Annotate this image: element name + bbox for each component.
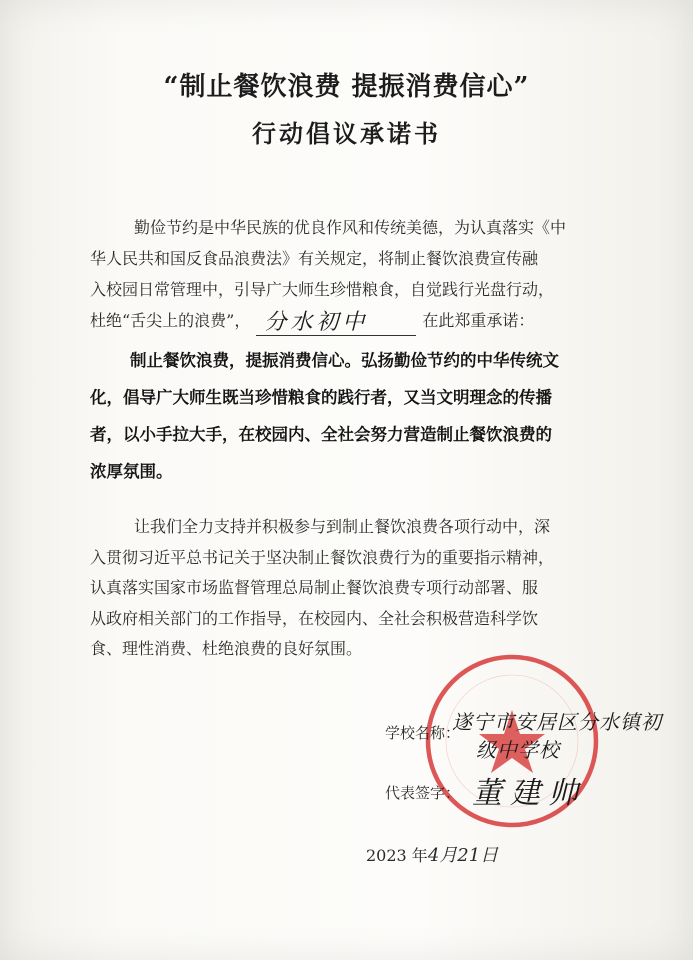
para1-line-4-post: 在此郑重承诺： [422,311,535,330]
school-name-signature-line-2: 级中学校 [476,738,560,762]
para1-line-3: 入校园日常管理中，引导广大师生珍惜粮食，自觉践行光盘行动， [90,280,555,299]
date-year: 2023 年 [366,846,428,865]
para3-line-2: 入贯彻习近平总书记关于坚决制止餐饮浪费行为的重要指示精神， [90,547,555,567]
para3-line-4: 从政府相关部门的工作指导，在校园内、全社会积极营造科学饮 [90,608,539,628]
para2-line-4: 浓厚氛围。 [90,462,173,481]
paragraph-action [90,512,610,665]
representative-signature: 董建帅 [472,776,586,811]
school-name-handwritten: 分水初中 [264,310,369,335]
para2-line-1: 制止餐饮浪费，提振消费信心。弘扬勤俭节约的中华传统文 [130,351,559,370]
para1-line-2: 华人民共和国反食品浪费法》有关规定，将制止餐饮浪费宣传融 [90,249,539,268]
school-name-signature-line-1: 遂宁市安居区分水镇初 [452,710,662,734]
para2-line-2: 化，倡导广大师生既当珍惜粮食的践行者，又当文明理念的传播 [90,388,552,407]
para1-line-4-pre: 杜绝“舌尖上的浪费”， [90,311,251,330]
title-line-1: “制止餐饮浪费 提振消费信心” [163,72,530,102]
para2-line-3: 者，以小手拉大手，在校园内、全社会努力营造制止餐饮浪费的 [90,425,552,444]
para3-line-1: 让我们全力支持并积极参与到制止餐饮浪费各项行动中，深 [134,517,551,536]
para1-line-4 [90,305,610,336]
para3-line-3: 认真落实国家市场监督管理总局制止餐饮浪费专项行动部署、服 [90,578,539,597]
school-name-label: 学校名称： [385,724,461,742]
school-name-signature [452,708,682,764]
representative-label: 代表签字： [385,784,461,802]
title-line-2: 行动倡议承诺书 [252,119,441,148]
date-month-day-handwritten: 4月21日 [427,845,499,866]
para1-line-1: 勤俭节约是中华民族的优良作风和传统美德，为认真落实《中 [134,218,567,237]
para3-line-5: 食、理性消费、杜绝浪费的良好氛围。 [90,639,363,658]
school-name-blank [256,311,416,336]
paragraph-pledge [90,342,610,490]
document-date [366,841,498,867]
paragraph-intro [90,212,610,336]
